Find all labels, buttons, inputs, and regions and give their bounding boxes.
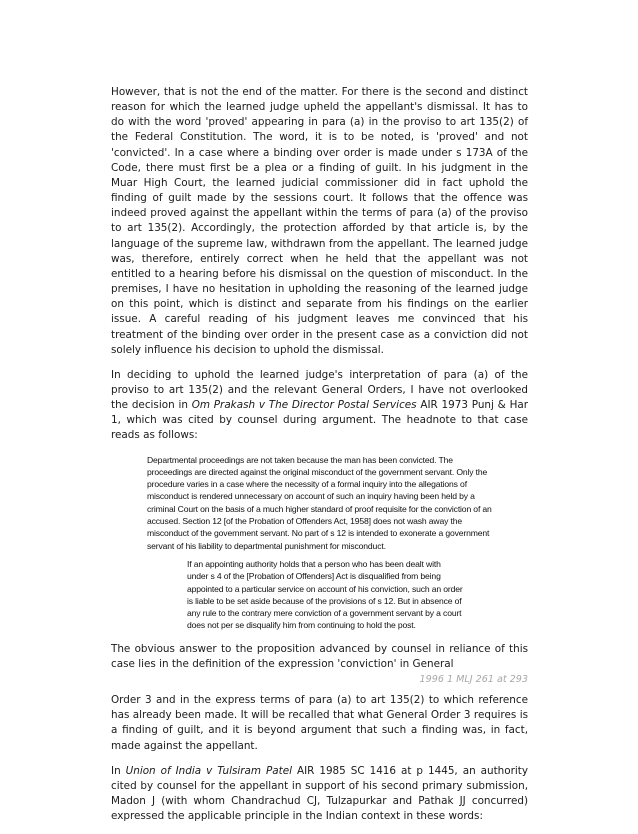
paragraph-tulsiram-patel [111,764,528,825]
case-name-tulsiram-patel: Union of India v Tulsiram Patel [125,764,292,777]
headnote-quote: Departmental proceedings are not taken because the man has been convicted. The proceedings are directed against the original misconduct of the government servant. Only the procedure varies in a case where the necessity of a formal inquiry into the allegations of misconduct is rendered unnecessary on account of such an inquiry having been held by a criminal Court on the basis of a much higher standard of proof requisite for the conviction of an accused. Section 12 [of the Probation of Offenders Act, 1958] does not wash away the misconduct of the government servant. No part of s 12 is intended to exonerate a government servant of his liability to departmental punishment for misconduct. [147,454,492,551]
paragraph-text: AIR 1973 Punj & Har 1, which was cited by counsel during argument. The headnote to that case reads as follows: [111,399,529,442]
citation-watermark: 1996 1 MLJ 261 at 293 [419,674,528,686]
paragraph-proved-not-convicted: However, that is not the end of the matter. For there is the second and distinct reason for which the learned judge upheld the appellant's dismissal. It has to do with the word 'proved' appearing in para (a) in the proviso to art 135(2) of the Federal Constitution. The word, it is to be noted, is 'proved' and not 'convicted'. In a case where a binding over order is made under s 173A of the Code, there must first be a plea or a finding of guilt. In his judgment in the Muar High Court, the learned judicial commissioner did in fact uphold the finding of guilt made by the sessions court. It follows that the offence was indeed proved against the appellant within the terms of para (a) of the proviso to art 135(2). Accordingly, the protection afforded by that article is, by the language of the supreme law, withdrawn from the appellant. The learned judge was, therefore, entirely correct when he held that the appellant was not entitled to a hearing before his dismissal on the question of misconduct. In the premises, I have no hesitation in upholding the reasoning of the learned judge on this point, which is distinct and separate from his findings on the earlier issue. A careful reading of his judgment leaves me convinced that his treatment of the binding over order in the present case as a conviction did not solely influence his decision to uphold the dismissal. [111,86,528,356]
case-name-om-prakash: Om Prakash v The Director Postal Services [191,399,417,412]
paragraph-om-prakash [111,368,528,444]
document-body [111,85,528,834]
paragraph-text: In deciding to uphold the learned judge's interpretation of para (a) of the proviso to art 135(2) and the relevant General Orders, I have not overlooked the decision in [111,368,528,412]
paragraph-general-order-3: Order 3 and in the express terms of para (a) to art 135(2) to which reference has already been made. It will be recalled that what General Order 3 requires is a finding of guilt, and it is beyond argument that such a finding was, in fact, made against the appellant. [111,694,528,752]
paragraph-obvious-answer: The obvious answer to the proposition advanced by counsel in reliance of this case lies in the definition of the expression 'conviction' in General [111,642,528,670]
paragraph-text: AIR 1985 SC 1416 at p 1445, an authority cited by counsel for the appellant in support of his second primary submission, Madon J (with whom Chandrachud CJ, Tulzapurkar and Pathak JJ concurred) expressed the applicable principle in the Indian context in these words: [111,764,528,823]
paragraph-text: In [111,764,126,777]
headnote-nested-quote: If an appointing authority holds that a person who has been dealt with under s 4 of the [Probation of Offenders] Act is disqualified from being appointed to a particular service on account of his conviction, such an order is liable to be set aside because of the provisions of s 12. But in absence of any rule to the contrary mere conviction of a government servant by a court does not per se disqualify him from continuing to hold the post. [187,558,463,631]
